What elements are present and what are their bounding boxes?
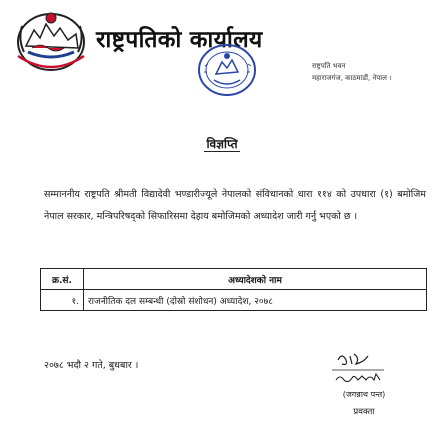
table-header-row — [41, 269, 427, 290]
nepal-emblem-icon — [14, 8, 88, 72]
office-title: राष्ट्रपतिको कार्यालय — [96, 27, 263, 53]
column-header-serial: क्र.सं. — [41, 269, 84, 290]
ordinance-table — [40, 268, 427, 311]
table-cell-ordinance-name: राजनीतिक दल सम्बन्धी (दोस्रो संशोधन) अध्यादेश, २०७८ — [84, 290, 427, 311]
table-cell-serial: १. — [41, 290, 84, 311]
table-row — [41, 290, 427, 311]
signatory-name: (जगन्नाथ पन्त) — [342, 390, 386, 399]
address-line-building: राष्ट्रपति भवन — [312, 62, 346, 70]
column-header-ordinance-name: अध्यादेशको नाम — [84, 269, 427, 290]
office-stamp-icon — [196, 42, 258, 98]
signature-icon — [328, 350, 398, 386]
issue-date: २०७८ भदौ २ गते, बुधबार । — [44, 360, 139, 371]
notice-title — [0, 135, 444, 152]
notice-body: सम्माननीय राष्ट्रपति श्रीमती विद्यादेवी भण्डारीज्यूले नेपालको संविधानको धारा ११४ को उपधारा (१) बमोजिम नेपाल सरकार, मन्त्रिपरिषद्को सिफारिसमा देहाय बमोजिमको अध्यादेश जारी गर्नु भएको छ । — [44, 189, 426, 222]
signatory-role: प्रवक्ता — [353, 407, 375, 417]
notice-title-text: विज्ञप्ति — [206, 137, 238, 151]
office-address — [312, 60, 392, 84]
address-line-location: महाराजगंज, काठमाडौं, नेपाल । — [312, 74, 392, 82]
